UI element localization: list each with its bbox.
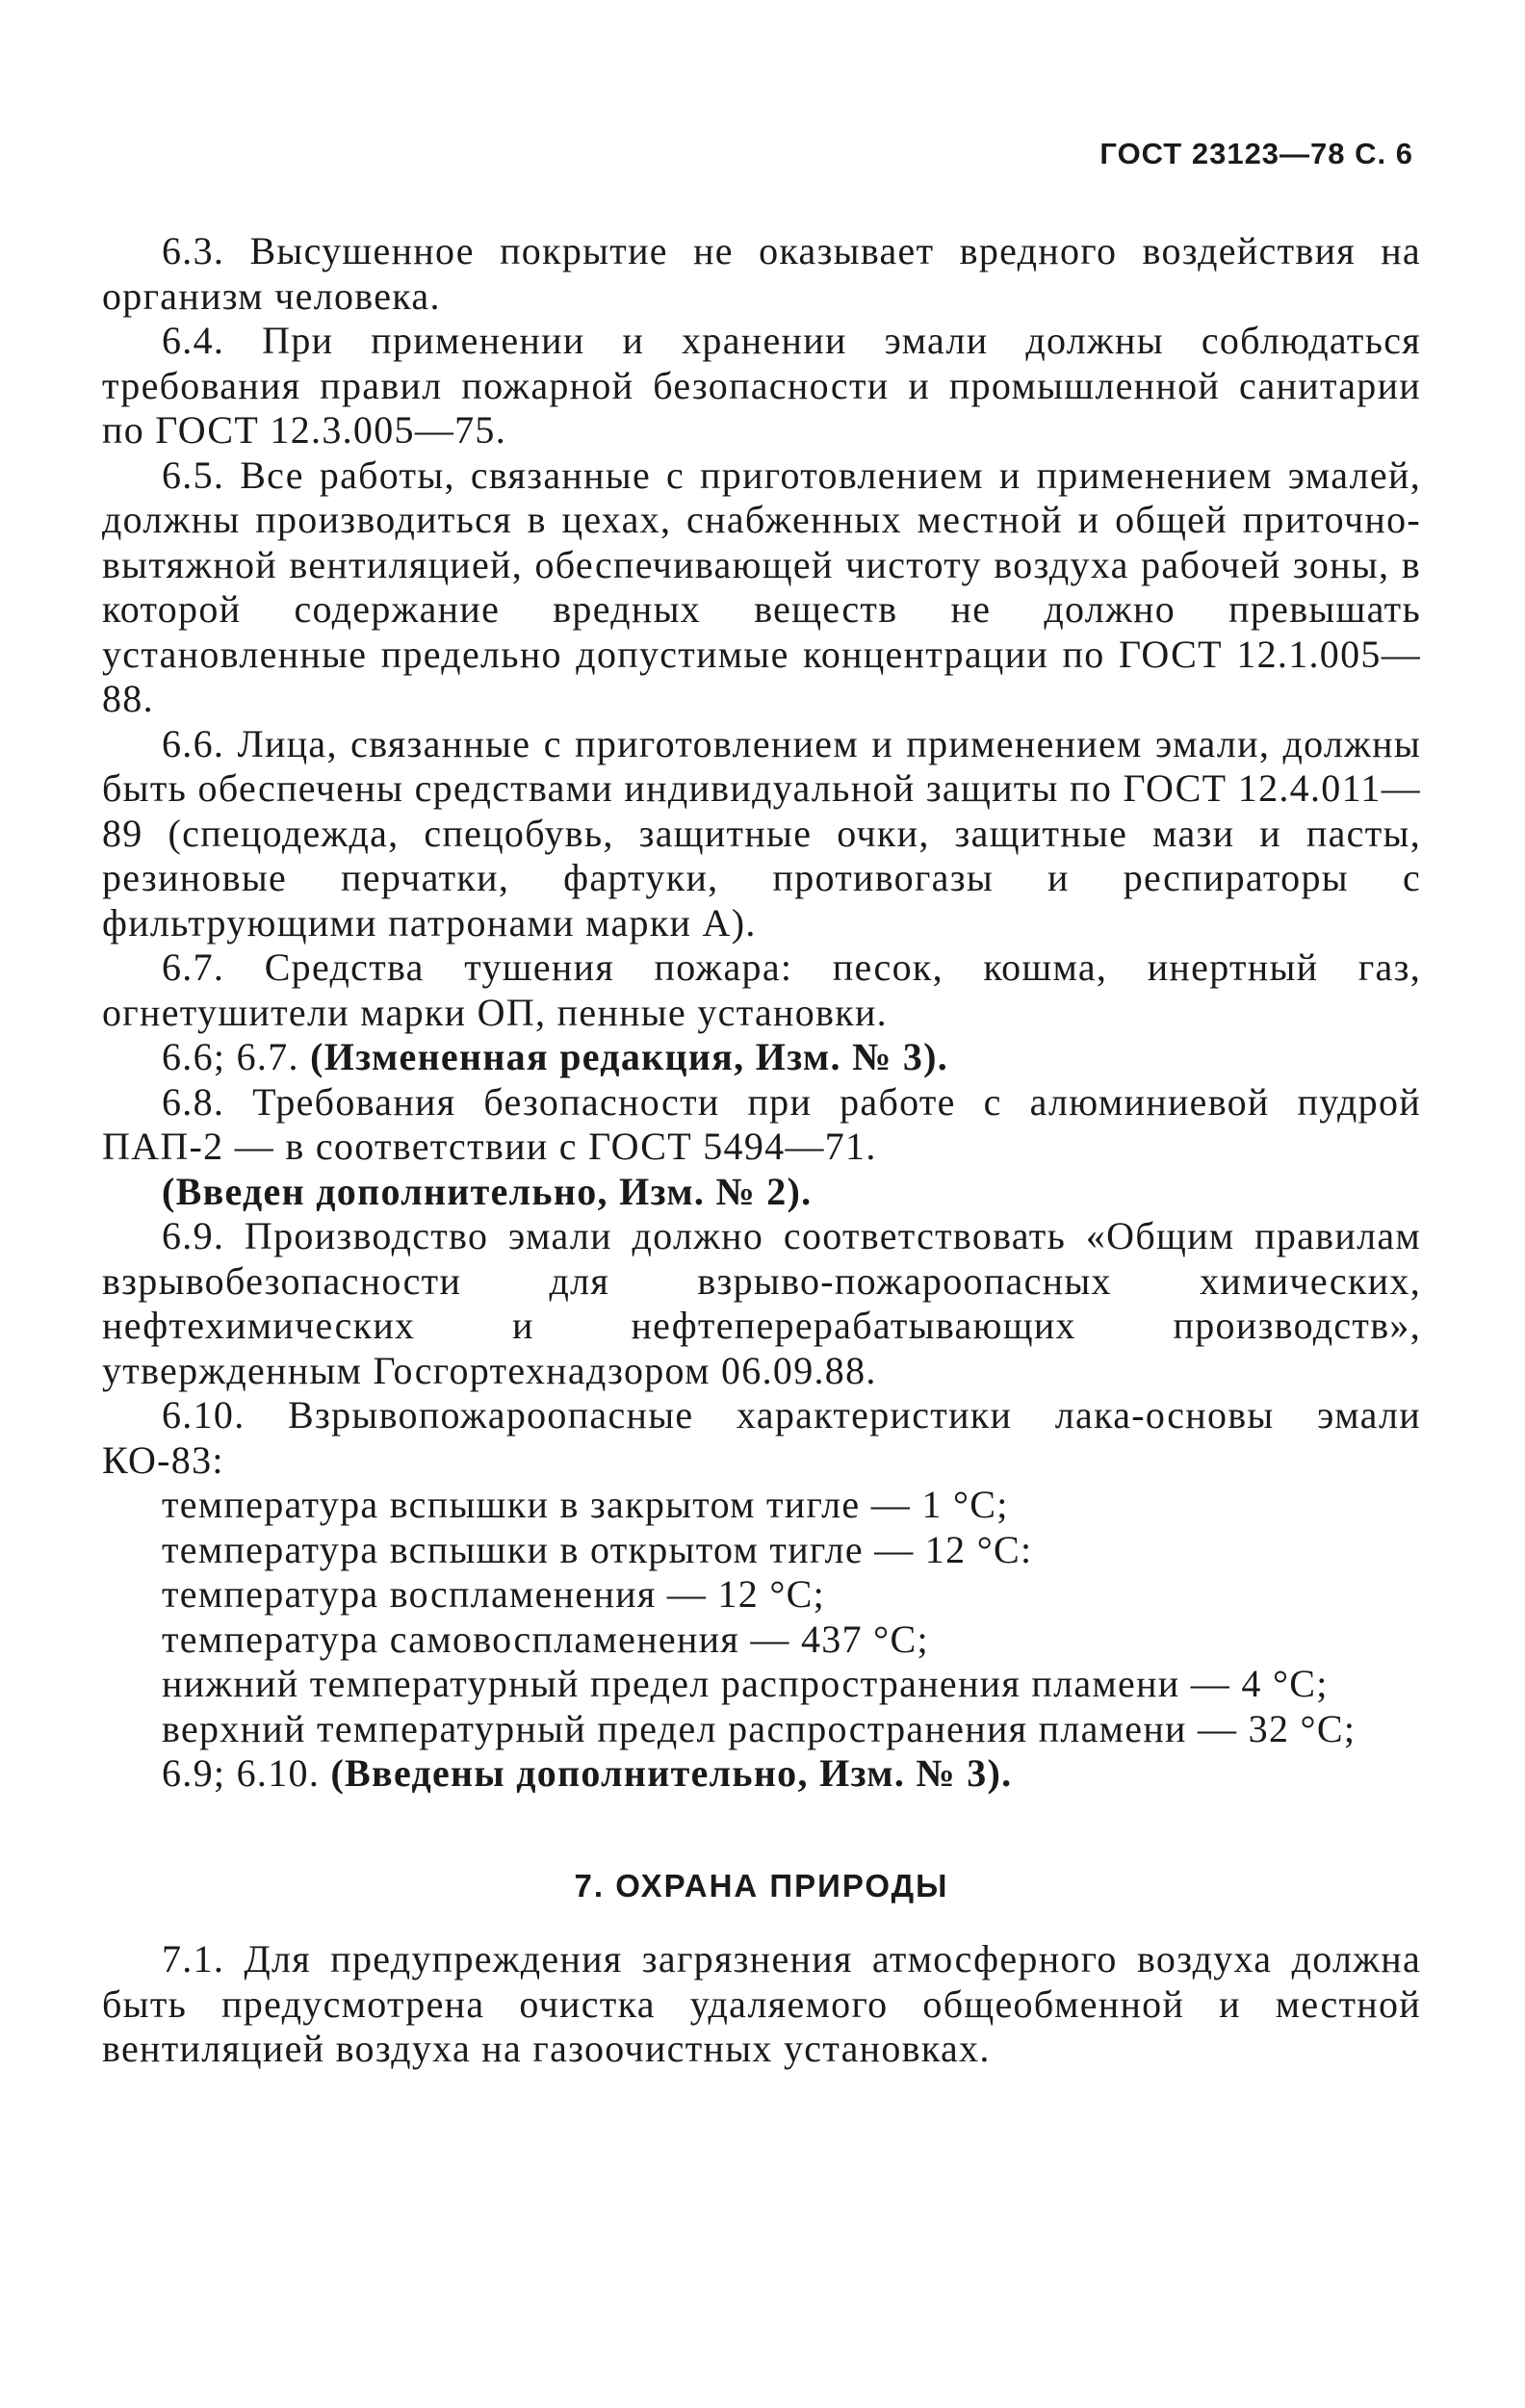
amendment-note-6-9-6-10 — [102, 1751, 1421, 1797]
section-title: 7. ОХРАНА ПРИРОДЫ — [574, 1867, 949, 1903]
document-body — [102, 229, 1421, 2072]
paragraph-6-4: 6.4. При применении и хранении эмали должны соблюдаться требования правил пожарной безопасности и промышленной санитарии по ГОСТ 12.3.005—75. — [102, 319, 1421, 452]
paragraph-6-6: 6.6. Лица, связанные с приготовлением и применением эмали, должны быть обеспечены средствами индивидуальной защиты по ГОСТ 12.4.011—89 (спецодежда, спецобувь, защитные очки, защитные мази и пасты, резиновые перчатки, фартуки, противогазы и респираторы с фильтрующими патронами марки А). — [102, 721, 1421, 945]
characteristic-line: нижний температурный предел распространения пламени — 4 °С; — [162, 1662, 1329, 1705]
amendment-note-6-6-6-7 — [102, 1035, 1421, 1080]
amendment-text: (Введены дополнительно, Изм. № 3). — [330, 1751, 1013, 1795]
paragraph-6-3: 6.3. Высушенное покрытие не оказывает вредного воздействия на организм человека. — [102, 229, 1421, 318]
paragraph-6-5: 6.5. Все работы, связанные с приготовлением и применением эмалей, должны производиться в цехах, снабженных местной и общей приточно-вытяжной вентиляцией, обеспечивающей чистоту воздуха рабочей зоны, в которой содержание вредных веществ не должно превышать установленные предельно допустимые концентрации по ГОСТ 12.1.005—88. — [102, 453, 1421, 720]
amendment-text: (Введен дополнительно, Изм. № 2). — [162, 1169, 813, 1213]
paragraph-7-1: 7.1. Для предупреждения загрязнения атмосферного воздуха должна быть предусмотрена очистка удаляемого общеобменной и местной вентиляцией воздуха на газоочистных установках. — [102, 1937, 1421, 2070]
characteristic-line: температура воспламенения — 12 °С; — [162, 1572, 826, 1616]
characteristic-line: температура вспышки в открытом тигле — 12 °С: — [162, 1527, 1033, 1571]
amendment-ref: 6.6; 6.7. — [162, 1035, 299, 1078]
paragraph-6-9: 6.9. Производство эмали должно соответствовать «Общим правилам взрывобезопасности для взрыво-пожароопасных химических, нефтехимических и нефтеперерабатывающих производств», утвержденным Госгортехнадзором 06.09.88. — [102, 1214, 1421, 1392]
paragraph-6-8: 6.8. Требования безопасности при работе с алюминиевой пудрой ПАП-2 — в соответствии с ГОСТ 5494—71. — [102, 1079, 1421, 1168]
amendment-ref: 6.9; 6.10. — [162, 1751, 321, 1795]
page-header: ГОСТ 23123—78 С. 6 — [1099, 137, 1413, 170]
characteristic-line: верхний температурный предел распространения пламени — 32 °С; — [162, 1706, 1357, 1750]
characteristic-line: температура самовоспламенения — 437 °С; — [162, 1617, 929, 1661]
amendment-text: (Измененная редакция, Изм. № 3). — [310, 1035, 949, 1078]
paragraph-6-7: 6.7. Средства тушения пожара: песок, кошма, инертный газ, огнетушители марки ОП, пенные установки. — [102, 945, 1421, 1034]
paragraph-6-10: 6.10. Взрывопожароопасные характеристики лака-основы эмали КО-83: — [102, 1393, 1421, 1482]
characteristic-line: температура вспышки в закрытом тигле — 1 °С; — [162, 1483, 1009, 1526]
amendment-note-6-8 — [102, 1170, 1421, 1215]
